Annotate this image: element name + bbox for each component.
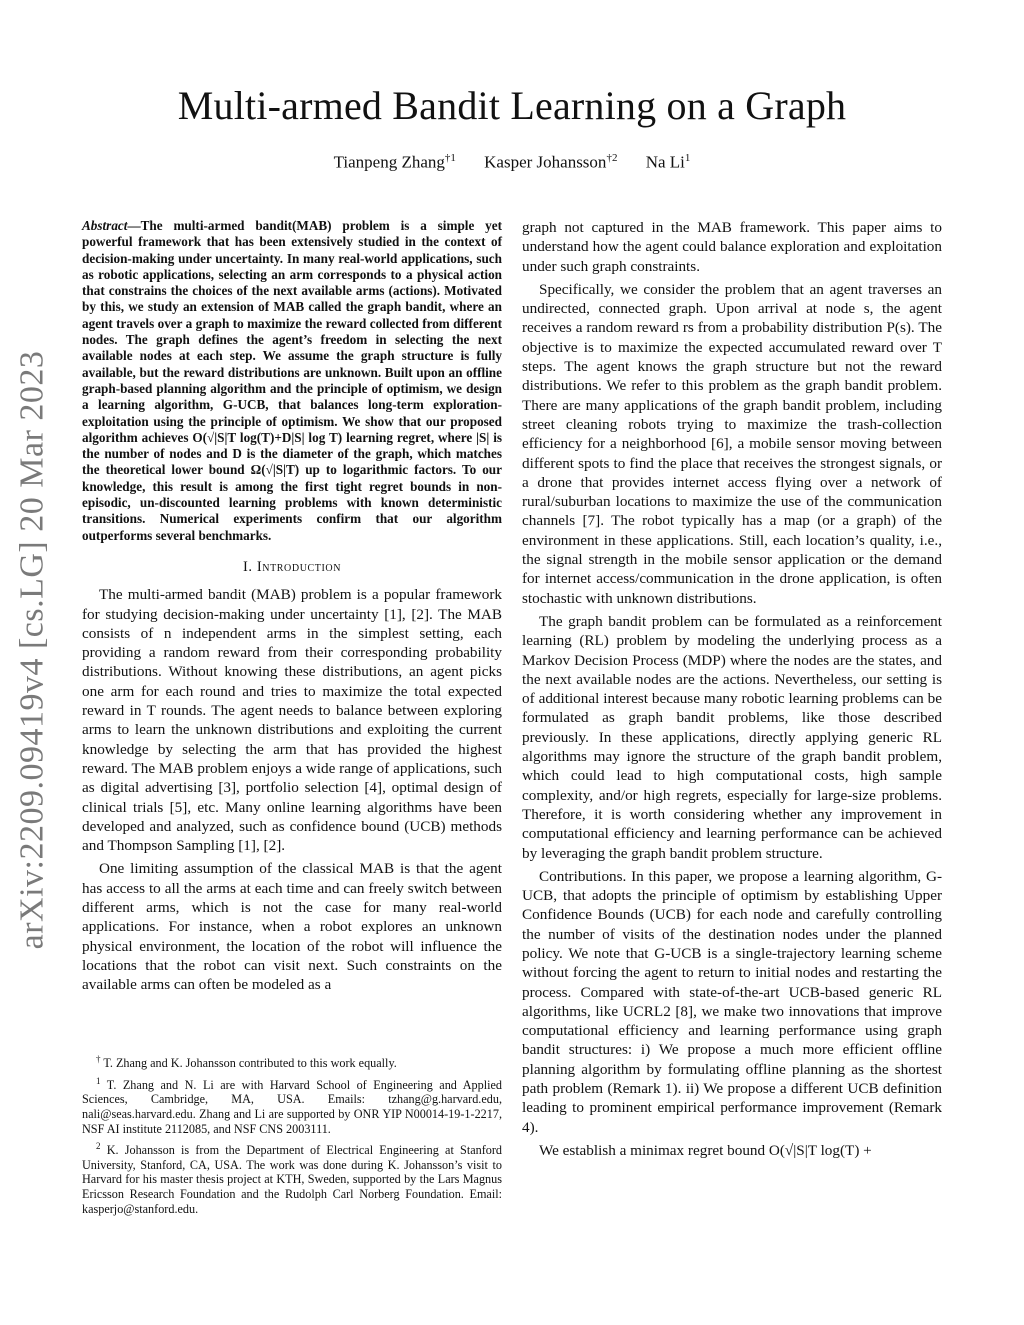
left-column [82, 218, 502, 998]
footnote [82, 1052, 502, 1071]
body-paragraph: The graph bandit problem can be formulated as a reinforcement learning (RL) problem by modeling the underlying process as a Markov Decision Process (MDP) where the nodes are the states, and the next available nodes are the actions. Nevertheless, our setting is of additional interest because many robotic learning problems can be formulated as graph bandit problems, like those described previously. In these applications, directly applying generic RL algorithms may ignore the structure of the graph bandit problem, which could lead to high computational costs, high sample complexity, and/or high regrets, especially for large-size problems. Therefore, it is worth considering whether any improvement in computational efficiency and learning performance can be achieved by leveraging the graph bandit problem structure. [522, 612, 942, 862]
footnote-mark: 1 [96, 1075, 101, 1086]
body-paragraph: graph not captured in the MAB framework. This paper aims to understand how the agent could balance exploration and exploitation under such graph constraints. [522, 219, 942, 275]
author-affiliation-mark: †1 [444, 152, 456, 164]
author-list [0, 152, 1024, 173]
author-affiliation-mark: 1 [684, 152, 691, 164]
intro-paragraph: The multi-armed bandit (MAB) problem is a popular framework for studying decision-making under uncertainty [1], [2]. The MAB consists of n independent arms in the simplest setting, each providing a random reward from their corresponding probability distributions. Without knowing these distributions, an agent picks one arm for each round and tries to maximize the total expected reward in T rounds. The agent needs to balance between exploring arms to learn the unknown distributions and exploiting the current knowledge by selecting the arm that has provided the highest reward. The MAB problem enjoys a wide range of applications, such as digital advertising [3], portfolio selection [4], optimal design of clinical trials [5], etc. Many online learning algorithms have been developed and analyzed, such as confidence bound (UCB) methods and Thompson Sampling [1], [2]. [82, 586, 502, 855]
footnote [82, 1139, 502, 1216]
footnote-mark: 2 [96, 1141, 101, 1152]
paper-title: Multi-armed Bandit Learning on a Graph [177, 83, 847, 128]
abstract-label: Abstract [82, 218, 128, 233]
footnotes [82, 1052, 502, 1219]
arxiv-stamp-text: arXiv:2209.09419v4 [cs.LG] 20 Mar 2023 [13, 350, 51, 950]
author [484, 152, 617, 173]
author-name: Tianpeng Zhang [333, 152, 445, 172]
body-paragraph: Specifically, we consider the problem that an agent traverses an undirected, connected graph. Upon arrival at node s, the agent receives a random reward rs from a probability distribution P(s). The objective is to maximize the expected accumulated reward over T steps. The agent knows the graph structure but not the reward distributions. We refer to this problem as the graph bandit problem. There are many applications of the graph bandit problem, including street cleaning robots trying to maximize the trash-collection efficiency for a neighborhood [6], a mobile sensor moving between different spots to find the place that receives the strongest signals, or a drone that provides internet access flying over a network of rural/suburban locations to maximize the use of the communication channels [7]. The robot typically has a map (or a graph) of the environment in these applications. Still, each location’s quality, i.e., the signal strength in the mobile sensor application or the demand for internet access/communication in the drone application, is often stochastic with unknown distributions. [522, 280, 942, 607]
author-name: Kasper Johansson [484, 152, 607, 172]
author [646, 152, 691, 173]
contributions-paragraph: Contributions. In this paper, we propose a learning algorithm, G-UCB, that adopts the principle of optimism by establishing Upper Confidence Bounds (UCB) for each node and carefully controlling the number of visits of the destination nodes under the planned policy. We note that G-UCB is a single-trajectory learning scheme without forcing the agent to return to initial nodes and restarting the process. Compared with state-of-the-art UCB-based generic RL algorithms, like UCRL2 [8], we make two innovations that improve computational efficiency and learning performance using graph bandit structures: i) We propose a much more efficient offline planning algorithm by formulating offline planning as the shortest path problem (Remark 1). ii) We propose a different UCB definition leading to prominent empirical performance improvement (Remark 4). [522, 867, 942, 1136]
section-heading-introduction: I. Introduction [242, 558, 342, 575]
footnote [82, 1074, 502, 1136]
author-affiliation-mark: †2 [606, 152, 618, 164]
author [334, 152, 456, 173]
footnote-text: T. Zhang and K. Johansson contributed to this work equally. [103, 1056, 397, 1071]
arxiv-sidebar-stamp [10, 350, 54, 950]
footnote-text: K. Johansson is from the Department of Electrical Engineering at Stanford University, Stanford, CA, USA. The work was done during K. Johansson’s visit to Harvard for his master thesis project at KTH, Sweden, supported by the Lars Magnus Ericsson Research Foundation and the Rudolph Carl Norberg Foundation. Email: kasperjo@stanford.edu. [82, 1143, 503, 1216]
body-paragraph: We establish a minimax regret bound O(√|S|T log(T) + [539, 1141, 872, 1159]
intro-paragraph: One limiting assumption of the classical MAB is that the agent has access to all the arms at each time and can freely switch between different arms, which is not the case for many real-world applications. For instance, when a robot explores an unknown physical environment, the location of the robot will influence the locations that the robot can visit next. Such constraints on the available arms can often be modeled as a [82, 860, 502, 994]
abstract-text: —The multi-armed bandit(MAB) problem is a simple yet powerful framework that has been extensively studied in the context of decision-making under uncertainty. In many real-world applications, such as robotic applications, selecting an arm corresponds to a physical action that constrains the choices of the next available arms (actions). Motivated by this, we study an extension of MAB called the graph bandit, where an agent travels over a graph to maximize the reward collected from different nodes. The graph defines the agent’s freedom in selecting the next available nodes at each step. We assume the graph structure is fully available, but the reward distributions are unknown. Built upon an offline graph-based planning algorithm and the principle of optimism, we design a learning algorithm, G-UCB, that balances long-term exploration-exploitation using the principle of optimism. We show that our proposed algorithm achieves O(√|S|T log(T)+D|S| log T) learning regret, where |S| is the number of nodes and D is the diameter of the graph, which matches the theoretical lower bound Ω(√|S|T) up to logarithmic factors. To our knowledge, this result is among the first tight regret bounds in non-episodic, un-discounted learning problems with known deterministic transitions. Numerical experiments confirm that our algorithm outperforms several benchmarks. [82, 218, 502, 543]
author-name: Na Li [645, 152, 685, 172]
right-column [522, 218, 942, 1164]
abstract [82, 218, 502, 544]
footnote-mark: † [96, 1054, 101, 1064]
footnote-text: T. Zhang and N. Li are with Harvard School of Engineering and Applied Sciences, Cambridge, MA, USA. Emails: tzhang@g.harvard.edu, nali@seas.harvard.edu. Zhang and Li are supported by ONR YIP N00014-19-1-2217, NSF AI institute 2112085, and NSF CNS 2003111. [82, 1077, 502, 1136]
